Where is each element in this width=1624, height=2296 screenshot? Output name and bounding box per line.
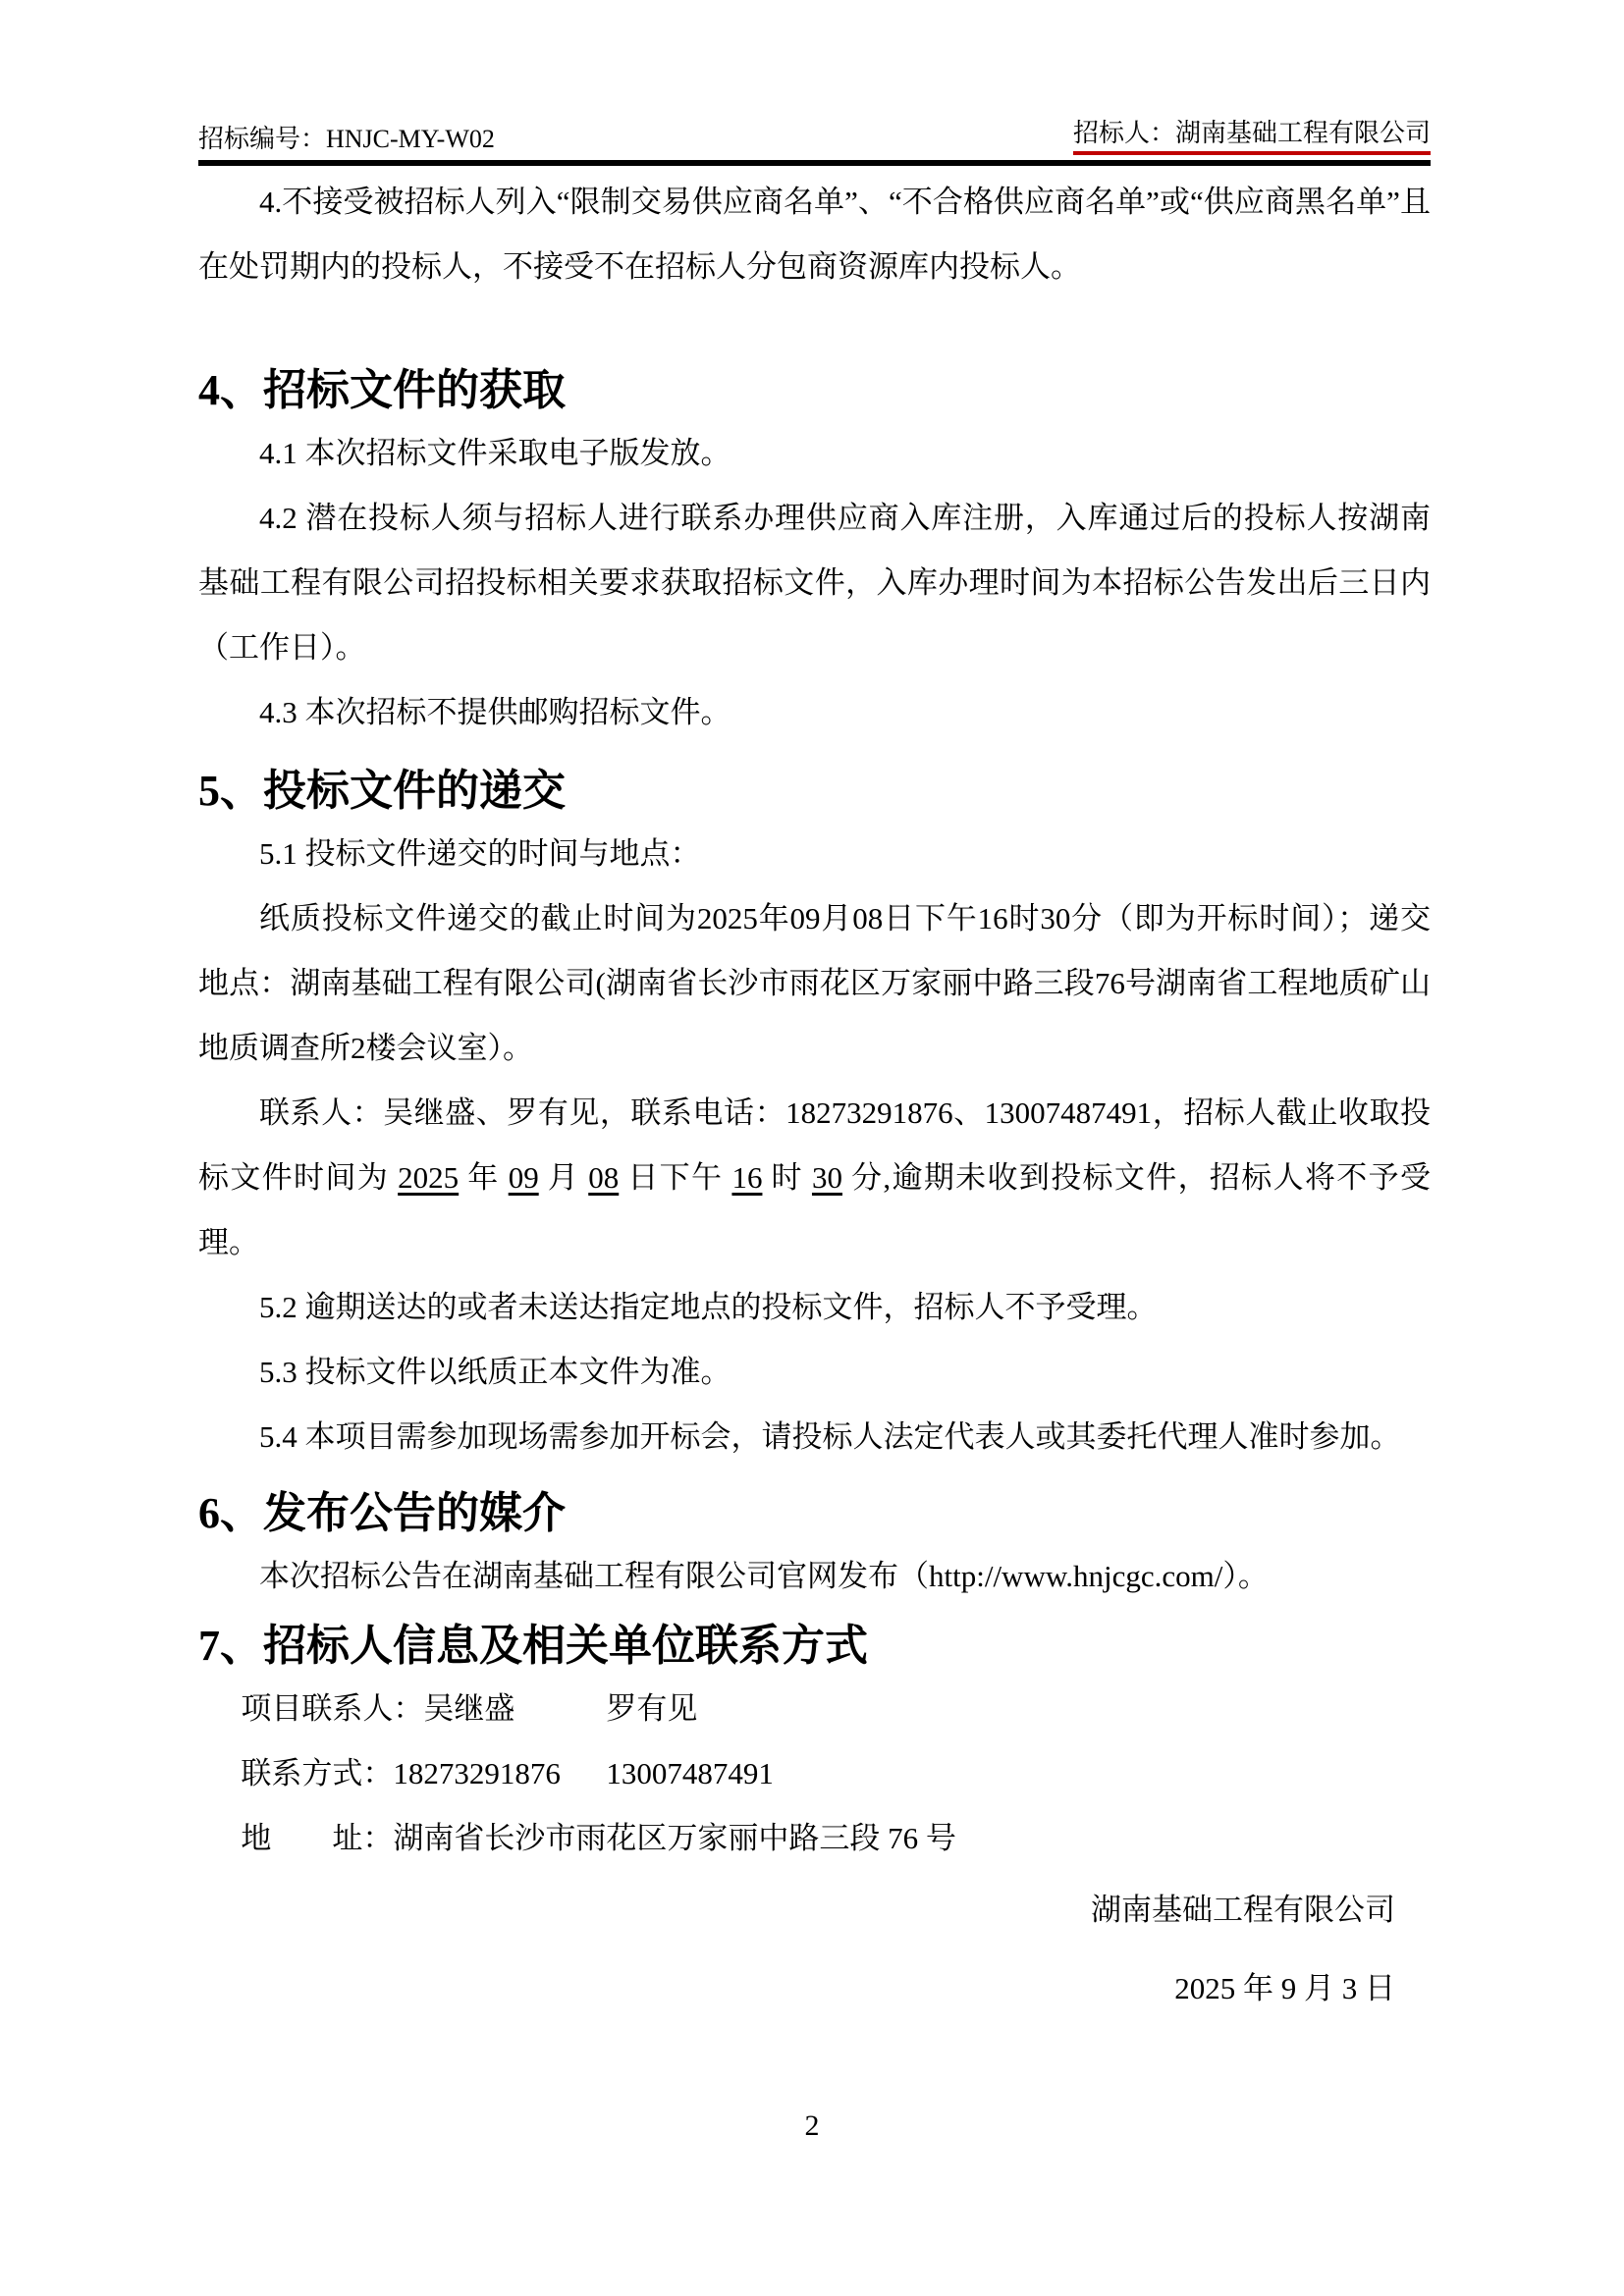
section-4-heading: 4、招标文件的获取 xyxy=(198,366,566,414)
signature-block xyxy=(198,1871,1431,2028)
page-number: 2 xyxy=(804,2109,820,2142)
contact-deadline-paragraph: 联系人：吴继盛、罗有见，联系电话：18273291876、13007487491，招标人截止收取投标文件时间为 2025 年 09 月 08 日下午 16 时 30 分,逾期未收到投标文件，招标人将不予受理。 xyxy=(198,1095,1431,1259)
clause-5-1: 5.1 投标文件递交的时间与地点： xyxy=(259,836,701,871)
section-5-heading: 5、投标文件的递交 xyxy=(198,767,566,815)
section-7-heading: 7、招标人信息及相关单位联系方式 xyxy=(198,1622,868,1670)
clause-5-4: 5.4 本项目需参加现场需参加开标会，请投标人法定代表人或其委托代理人准时参加。 xyxy=(259,1419,1401,1454)
project-contact-line: 项目联系人：吴继盛 罗有见 xyxy=(241,1691,698,1726)
page-content xyxy=(198,0,1431,2028)
header-tenderer: 招标人：湖南基础工程有限公司 xyxy=(1073,118,1431,155)
signature-date: 2025 年 9 月 3 日 xyxy=(1174,1971,1395,2005)
clause-4-2: 4.2 潜在投标人须与招标人进行联系办理供应商入库注册，入库通过后的投标人按湖南基础工程有限公司招投标相关要求获取招标文件，入库办理时间为本招标公告发出后三日内（工作日）。 xyxy=(198,501,1431,665)
contact-phone-line: 联系方式：18273291876 13007487491 xyxy=(241,1756,774,1790)
address-line: 地 址：湖南省长沙市雨花区万家丽中路三段 76 号 xyxy=(241,1821,956,1855)
announcement-media-paragraph: 本次招标公告在湖南基础工程有限公司官网发布（http://www.hnjcgc.com/）。 xyxy=(259,1559,1269,1593)
clause-4-3: 4.3 本次招标不提供邮购招标文件。 xyxy=(259,695,731,729)
intro-clause-paragraph: 4.不接受被招标人列入“限制交易供应商名单”、“不合格供应商名单”或“供应商黑名单”且在处罚期内的投标人，不接受不在招标人分包商资源库内投标人。 xyxy=(198,185,1431,284)
delivery-deadline-paragraph: 纸质投标文件递交的截止时间为2025年09月08日下午16时30分（即为开标时间）；递交地点：湖南基础工程有限公司(湖南省长沙市雨花区万家丽中路三段76号湖南省工程地质矿山地质调查所2楼会议室）。 xyxy=(198,901,1431,1065)
header-tender-number: 招标编号：HNJC-MY-W02 xyxy=(198,125,495,153)
section-6-heading: 6、发布公告的媒介 xyxy=(198,1489,566,1537)
clause-4-1: 4.1 本次招标文件采取电子版发放。 xyxy=(259,436,731,470)
signature-company: 湖南基础工程有限公司 xyxy=(1091,1893,1395,1927)
clause-5-2: 5.2 逾期送达的或者未送达指定地点的投标文件，招标人不予受理。 xyxy=(259,1290,1158,1324)
clause-5-3: 5.3 投标文件以纸质正本文件为准。 xyxy=(259,1355,731,1389)
page-header xyxy=(198,0,1431,166)
